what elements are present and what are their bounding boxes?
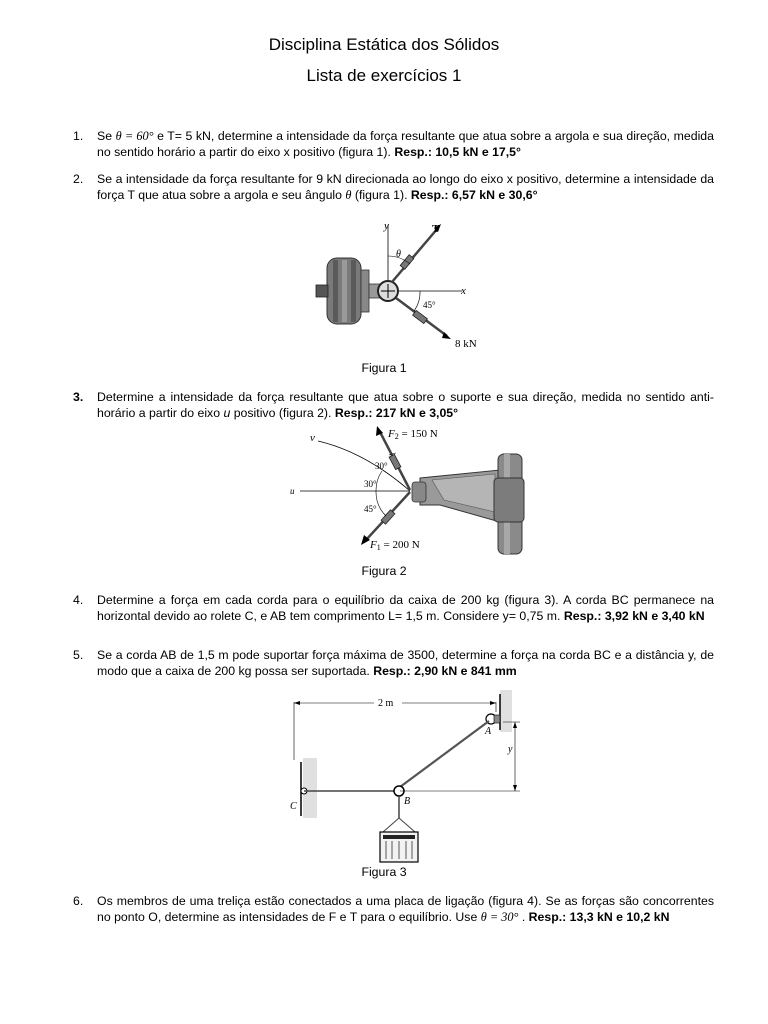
- label-f1: F1 = 200 N: [370, 539, 420, 552]
- problem-answer: Resp.: 217 kN e 3,05°: [334, 405, 459, 420]
- label-8kn: 8 kN: [455, 338, 477, 350]
- problem-answer: Resp.: 3,92 kN e 3,40 kN: [563, 608, 705, 623]
- problem-number: 5.: [73, 648, 84, 662]
- problem-text: Determine a intensidade da força resultante que atua sobre o suporte e sua direção, medida no sentido anti-horário a partir do eixo: [97, 390, 714, 420]
- problem-math: u: [223, 405, 231, 420]
- label-2m: 2 m: [378, 698, 394, 709]
- problem-math: θ: [345, 187, 352, 202]
- figure-1-caption: Figura 1: [361, 361, 407, 375]
- label-y: y: [508, 744, 513, 755]
- crate: [380, 832, 418, 862]
- problem-text: e T= 5 kN, determine a intensidade da força resultante que atua sobre a argola e sua direção, medida no sentido horário a partir do eixo x positivo (figura 1).: [97, 129, 714, 159]
- problem-text: Os membros de uma treliça estão conectados a uma placa de ligação (figura 4). Se as forças são concorrentes no ponto O, determine as intensidades de F e T para o equilíbrio. Use: [97, 894, 714, 924]
- problem-math: θ = 30°: [480, 909, 519, 924]
- problem-number: 6.: [73, 894, 84, 908]
- label-theta: θ: [396, 249, 401, 260]
- problem-number: 2.: [73, 172, 84, 186]
- problem-text: .: [518, 909, 529, 924]
- problem-text: (figura 1).: [351, 187, 411, 202]
- problem-answer: Resp.: 6,57 kN e 30,6°: [410, 187, 538, 202]
- wall-c: [301, 758, 317, 818]
- problem-text: Se: [97, 129, 116, 143]
- problem-text: Se a corda AB de 1,5 m pode suportar força máxima de 3500, determine a força na corda BC e a distância y, de modo que a caixa de 200 kg possa ser suportada.: [97, 648, 714, 678]
- rope-ab: [400, 721, 489, 787]
- label-c: C: [290, 801, 297, 812]
- label-30-upper: 30°: [375, 461, 388, 471]
- label-t: T: [432, 223, 440, 235]
- figure-2-caption: Figura 2: [361, 564, 407, 578]
- document-title: Disciplina Estática dos Sólidos: [268, 35, 500, 54]
- problem-math: θ = 60°: [115, 129, 154, 143]
- label-45: 45°: [364, 504, 377, 514]
- label-f2: F2 = 150 N: [388, 428, 438, 441]
- label-x: x: [461, 285, 466, 297]
- problem-number: 1.: [73, 129, 84, 143]
- label-y: y: [384, 220, 389, 232]
- problem-text: Se a intensidade da força resultante for 9 kN direcionada ao longo do eixo x positivo, determine a intensidade da força T que atua sobre a argola e seu ângulo: [97, 172, 714, 202]
- label-a: A: [485, 726, 492, 737]
- problem-number: 4.: [73, 593, 84, 607]
- label-v: v: [310, 432, 315, 444]
- problem-answer: Resp.: 13,3 kN e 10,2 kN: [528, 909, 670, 924]
- problem-6: [73, 894, 714, 925]
- problem-text: Determine a força em cada corda para o equilíbrio da caixa de 200 kg (figura 3). A corda BC permanece na horizontal devido ao rolete C, e AB tem comprimento L= 1,5 m. Considere y= 0,75 m.: [97, 593, 714, 623]
- label-b: B: [404, 796, 411, 807]
- label-45: 45°: [423, 300, 436, 310]
- label-30-lower: 30°: [364, 479, 377, 489]
- figure-3-caption: Figura 3: [361, 865, 407, 879]
- problem-answer: Resp.: 10,5 kN e 17,5°: [394, 144, 521, 159]
- document-subtitle: Lista de exercícios 1: [306, 66, 462, 85]
- label-u: u: [290, 486, 295, 496]
- problem-text: positivo (figura 2).: [230, 405, 335, 420]
- problem-number: 3.: [73, 390, 84, 404]
- problem-answer: Resp.: 2,90 kN e 841 mm: [373, 663, 517, 678]
